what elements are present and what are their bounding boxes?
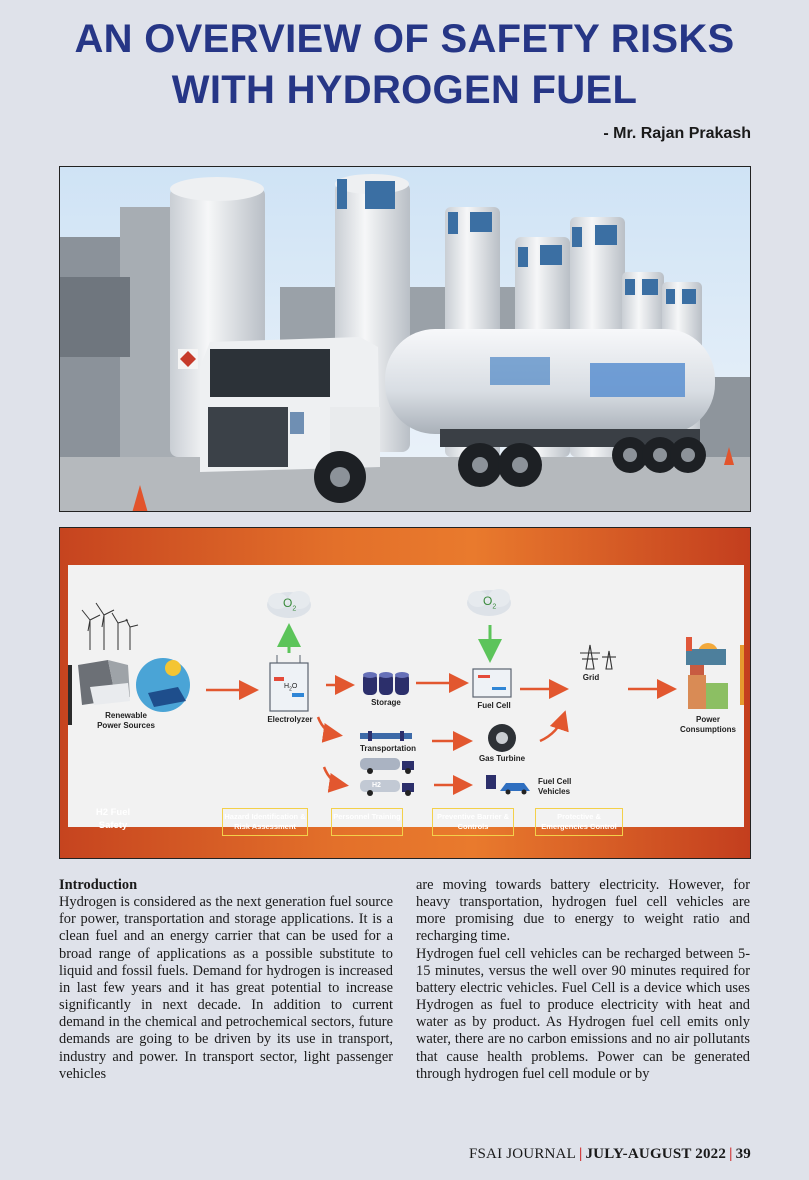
journal-name: FSAI JOURNAL — [468, 1146, 576, 1162]
author-byline: - Mr. Rajan Prakash — [603, 125, 751, 142]
hydrogen-value-chain-infographic — [59, 527, 751, 859]
tanker-truck-photo — [59, 166, 751, 512]
h2-truck-label: H2 — [372, 782, 381, 789]
power-consumption-icon — [686, 637, 728, 709]
page-number: 39 — [735, 1146, 751, 1162]
footer-separator: | — [578, 1146, 583, 1162]
gas-turbine-icon — [488, 724, 516, 752]
body-column-left — [59, 877, 393, 1083]
value-chain-panel — [68, 565, 744, 827]
fuel-cell-label: Fuel Cell — [477, 701, 511, 710]
fuel-cell-icon — [473, 669, 511, 697]
storage-tanks-icon — [363, 672, 409, 695]
body-paragraph-2: Hydrogen fuel cell vehicles can be recharged between 5-15 minutes, versus the well over 90 minutes required for battery electric vehicles. Fuel Cell is a device which uses Hydrogen as fuel to produce electricity with heat and water as by product. As Hydrogen fuel cell emits only water, there are no carbon emissions and no air pollutants that cause health problems. Power can be generated through hydrogen fuel cell module or by — [416, 945, 750, 1082]
body-column-right — [416, 877, 750, 1083]
h2o-label: $H_2O$ — [284, 683, 298, 693]
article-title — [0, 14, 809, 116]
tanker-truck-icon — [360, 758, 414, 796]
fuel-cell-vehicles-label: Fuel Cell Vehicles — [538, 777, 572, 796]
power-consumptions-label: Power Consumptions — [680, 715, 736, 734]
fuel-cell-vehicle-icon — [486, 775, 530, 795]
gas-turbine-label: Gas Turbine — [478, 754, 526, 763]
oxygen-label-right: $O_2$ — [483, 594, 497, 611]
electrolyzer-label: Electrolyzer — [267, 715, 313, 724]
grid-label: Grid — [582, 673, 600, 682]
safety-item-preventive: Preventive Barrier & Controls — [432, 808, 514, 836]
power-grid-icon — [580, 645, 616, 669]
issue-date: JULY-AUGUST 2022 — [585, 1146, 727, 1162]
renewable-label: Renewable Power Sources — [97, 711, 155, 730]
safety-item-training: Personnel Training — [331, 808, 403, 836]
body-paragraph-1: are moving towards battery electricity. However, for heavy transportation, hydrogen fuel cell vehicles are more promising due to energy to weight ratio and recharging time. — [416, 877, 750, 945]
title-line-1: AN OVERVIEW OF SAFETY RISKS — [74, 17, 735, 61]
footer-separator-2: | — [729, 1146, 733, 1162]
safety-item-hazard: Hazard Identification & Risk Assessment — [222, 808, 308, 836]
title-line-2: WITH HYDROGEN FUEL — [171, 68, 638, 112]
hydro-dam-icon — [78, 660, 130, 705]
solar-panel-icon — [136, 658, 190, 712]
pipeline-icon — [360, 731, 412, 741]
section-heading: Introduction — [59, 877, 138, 893]
transportation-label: Transportation — [359, 744, 416, 753]
wind-turbine-icon — [82, 603, 138, 650]
oxygen-label-left: $O_2$ — [283, 596, 297, 613]
page-footer — [469, 1146, 751, 1163]
h2-fuel-safety-label: H2 Fuel Safety — [95, 807, 131, 831]
safety-item-protective: Protective & Emergencies Control — [535, 808, 623, 836]
storage-label: Storage — [371, 698, 401, 707]
intro-paragraph: Hydrogen is considered as the next generation fuel source for power, transportation and storage applications. It is a clean fuel and an energy carrier that can be used for a broad range of applications as a possible substitute to liquid and fossil fuels. Demand for hydrogen is increased in last few years and it has great potential to increase significantly in next decade. In addition to current demand in the chemical and petrochemical sectors, future demands are going to be driven by its use in transport, industry and power. In transport sector, light passenger vehicles — [59, 894, 393, 1082]
